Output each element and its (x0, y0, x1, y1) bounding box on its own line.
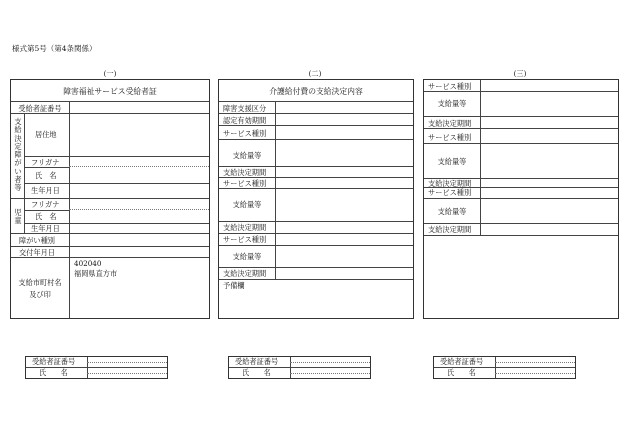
valid-period-label: 認定有効期間 (223, 116, 267, 125)
panel2-title: 介護給付費の支給決定内容 (269, 87, 363, 96)
p3-decision-period-label-1: 支給決定期間 (428, 119, 472, 128)
rule (219, 177, 413, 178)
issue-date-label: 交付年月日 (19, 248, 55, 257)
rule (11, 246, 209, 247)
amount-label-3: 支給量等 (232, 252, 262, 261)
rule (424, 128, 618, 129)
p3-amount-label-2: 支給量等 (437, 157, 467, 166)
panel2-index: (二) (308, 69, 322, 78)
rule (11, 257, 209, 258)
rule (24, 167, 69, 168)
p3-service-type-label-2: サービス種別 (428, 133, 472, 142)
panel3-index: (三) (513, 69, 527, 78)
rule (219, 166, 413, 167)
footer-box-2 (228, 356, 371, 379)
rule (424, 91, 618, 92)
rule (424, 143, 618, 144)
service-type-label-1: サービス種別 (223, 129, 267, 138)
amount-label-2: 支給量等 (232, 200, 262, 209)
rule (219, 279, 413, 280)
rule (24, 210, 69, 211)
decision-period-label-3: 支給決定期間 (223, 269, 267, 278)
name-label: 氏 名 (35, 171, 57, 180)
rule (495, 373, 575, 374)
footer2-name-label: 氏 名 (242, 368, 271, 377)
decision-period-label-1: 支給決定期間 (223, 168, 267, 177)
rule (69, 257, 70, 318)
recipient-number-label: 受給者証番号 (18, 104, 62, 113)
rule (24, 198, 25, 233)
rule (480, 80, 481, 235)
support-category-label: 障害支援区分 (223, 104, 267, 113)
rule (275, 101, 276, 279)
rule (424, 223, 618, 224)
rule (24, 156, 209, 157)
p3-decision-period-label-2: 支給決定期間 (428, 179, 472, 188)
rule (87, 362, 167, 363)
form-number: 様式第5号（第4条関係） (12, 44, 97, 53)
rule (495, 362, 575, 363)
rule (24, 183, 209, 184)
footer3-recipient-number-label: 受給者証番号 (440, 357, 484, 366)
footer1-recipient-number-label: 受給者証番号 (32, 357, 76, 366)
rule (219, 233, 413, 234)
panel2 (218, 79, 414, 319)
p3-service-type-label-1: サービス種別 (428, 82, 472, 91)
rule (219, 188, 413, 189)
rule (69, 209, 209, 210)
footer3-name-label: 氏 名 (447, 368, 476, 377)
rule (219, 221, 413, 222)
rule (69, 101, 70, 113)
dob-label: 生年月日 (31, 186, 60, 195)
p3-service-type-label-3: サービス種別 (428, 188, 472, 197)
footer2-recipient-number-label: 受給者証番号 (235, 357, 279, 366)
rule (219, 113, 413, 114)
child-furigana-label: フリガナ (31, 200, 60, 209)
rule (69, 166, 209, 167)
municipality-label: 支給市町村名及び印 (18, 278, 62, 299)
rule (290, 362, 370, 363)
rule (219, 245, 413, 246)
p3-amount-label-1: 支給量等 (437, 99, 467, 108)
rule (424, 235, 618, 236)
rule (11, 198, 209, 199)
disability-type-label: 障がい種別 (19, 236, 55, 245)
child-name-label: 氏 名 (35, 212, 57, 221)
decision-period-label-2: 支給決定期間 (223, 223, 267, 232)
footer1-name-label: 氏 名 (39, 368, 68, 377)
service-type-label-2: サービス種別 (223, 179, 267, 188)
rule (219, 139, 413, 140)
address-label: 居住地 (35, 130, 57, 139)
rule (11, 101, 209, 102)
rule (11, 113, 209, 114)
rule (87, 373, 167, 374)
panel1 (10, 79, 210, 319)
amount-label-1: 支給量等 (232, 151, 262, 160)
notes-label: 予備欄 (223, 281, 245, 290)
rule (69, 113, 70, 263)
panel1-index: (一) (103, 69, 117, 78)
rule (219, 125, 413, 126)
municipality-name: 福岡県直方市 (74, 269, 118, 278)
service-type-label-3: サービス種別 (223, 235, 267, 244)
rule (11, 233, 209, 234)
panel1-title: 障害福祉サービス受給者証 (63, 87, 157, 96)
furigana-label: フリガナ (31, 158, 60, 167)
rule (219, 267, 413, 268)
rule (424, 116, 618, 117)
disabled-person-group-label: 支給決定障がい者等 (14, 117, 22, 193)
p3-amount-label-3: 支給量等 (437, 207, 467, 216)
p3-decision-period-label-3: 支給決定期間 (428, 225, 472, 234)
panel3 (423, 79, 619, 319)
child-dob-label: 生年月日 (31, 224, 60, 233)
rule (219, 101, 413, 102)
rule (424, 198, 618, 199)
footer-box-3 (433, 356, 576, 379)
postal-code: 402040 (74, 259, 102, 268)
child-group-label: 児童 (14, 208, 22, 226)
rule (290, 373, 370, 374)
footer-box-1 (25, 356, 168, 379)
